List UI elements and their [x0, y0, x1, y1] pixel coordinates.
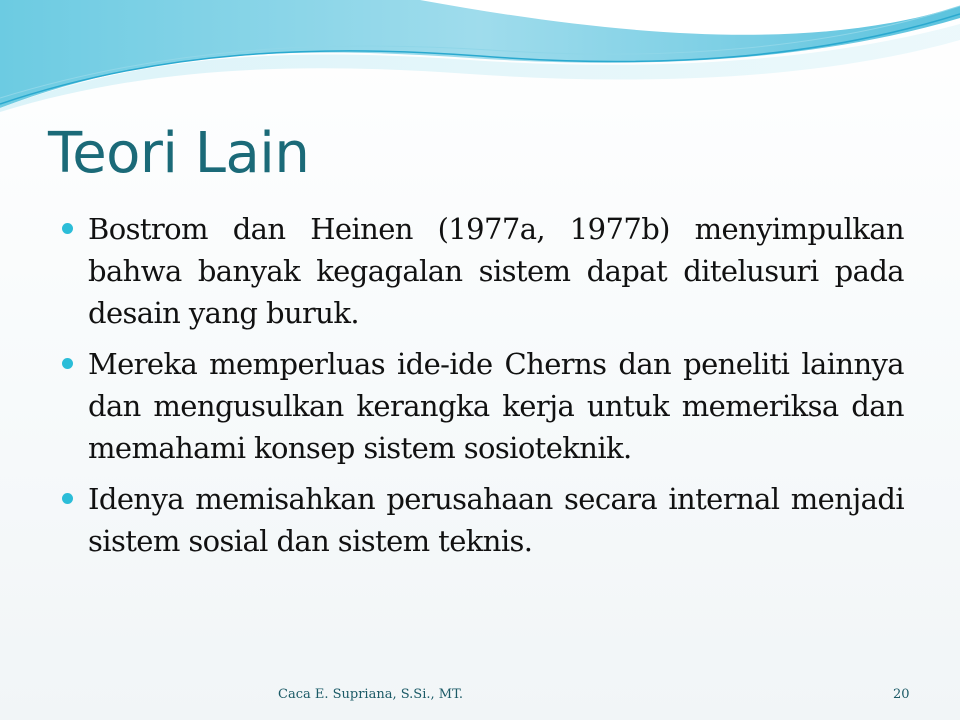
footer-author: Caca E. Supriana, S.Si., MT. [278, 687, 463, 702]
page-number: 20 [893, 687, 910, 702]
bullet-item [62, 208, 904, 334]
round-bullet-icon [62, 358, 73, 369]
round-bullet-icon [62, 223, 73, 234]
bullet-text: Bostrom dan Heinen (1977a, 1977b) menyimpulkan bahwa banyak kegagalan sistem dapat ditelusuri pada desain yang buruk. [88, 212, 904, 330]
bullet-item [62, 478, 904, 562]
bullet-list [62, 208, 904, 571]
bullet-text: Idenya memisahkan perusahaan secara internal menjadi sistem sosial dan sistem teknis. [88, 482, 904, 558]
bullet-text: Mereka memperluas ide-ide Cherns dan peneliti lainnya dan mengusulkan kerangka kerja untuk memeriksa dan memahami konsep sistem sosioteknik. [88, 347, 904, 465]
header-wave-decoration [0, 0, 960, 130]
slide-title: Teori Lain [48, 121, 310, 186]
round-bullet-icon [62, 493, 73, 504]
bullet-item [62, 343, 904, 469]
